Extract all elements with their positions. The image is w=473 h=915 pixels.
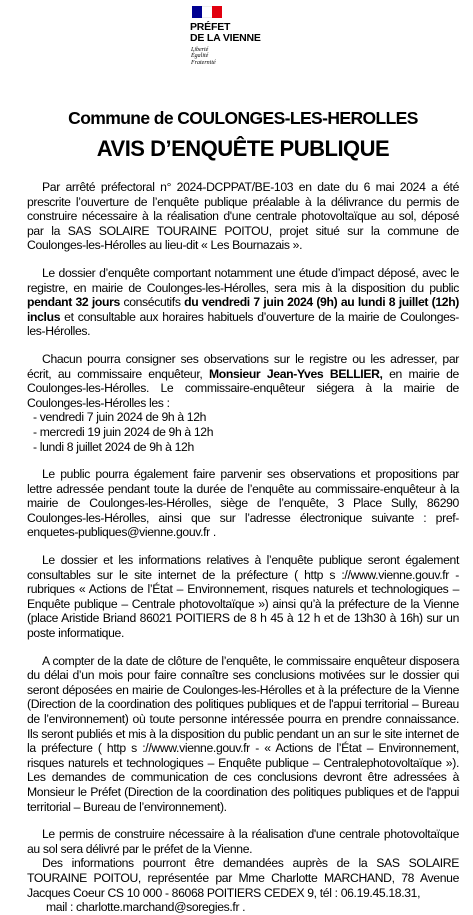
logo-motto: Liberté Égalité Fraternité: [191, 47, 216, 66]
paragraph-dossier: Le dossier d’enquête comportant notamment une étude d’impact déposé, avec le registre, en mairie de Coulonges-les-Hérolles, sera mis à la disposition du public pendant 32 jours consécutifs du vendredi 7 juin 2024 (9h) au lundi 8 juillet (12h) inclus et consultable aux horaires habituels d’ouverture de la mairie de Coulonges-les-Hérolles.: [27, 265, 459, 339]
logo-vienne: DE LA VIENNE: [190, 32, 261, 44]
paragraph-consultation: Le dossier et les informations relatives à l’enquête publique seront également consultables sur le site internet de la préfecture ( http s ://www.vienne.gouv.fr - rubriques « Actions de l’État – Environnement, risques naturels et technologiques – Enquête publique – Centrale photovoltaïque ») ainsi qu’à la préfecture de la Vienne (place Aristide Briand 86021 POITIERS de 8 h 45 à 12 h et de 13h30 à 16h) sur un poste informatique.: [27, 553, 459, 641]
paragraph-observations: Chacun pourra consigner ses observations sur le registre ou les adresser, par écrit, au commissaire enquêteur, Monsieur Jean-Yves BELLIER, en mairie de Coulonges-les-Hérolles. Le commissaire-enquêteur siégera à la mairie de Coulonges-les-Hérolles les :: [27, 351, 459, 410]
contact-mail: mail : charlotte.marchand@soregies.fr .: [46, 900, 246, 915]
prefecture-logo: [190, 6, 280, 76]
paragraph-conclusions: A compter de la date de clôture de l’enquête, le commissaire enquêteur disposera du délai d’un mois pour faire connaître ses conclusions motivées sur le dossier qui seront déposées en mairie de Coulonges-les-Hérolles et à la préfecture de la Vienne (Direction de la coordination des politiques publiques et de l'appui territorial – Bureau de l’environnement) où toute personne intéressée pourra en prendre connaissance. Ils seront publiés et mis à la disposition du public pendant un an sur le site internet de la préfecture ( http s ://www.vienne.gouv.fr - « Actions de l’État – Environnement, risques naturels et technologiques – Enquête publique – Centralephotovoltaïque »). Les demandes de communication de ces conclusions devront être adressées à Monsieur le Préfet (Direction de la coordination des politiques publiques et de l'appui territorial – Bureau de l’environnement).: [27, 653, 459, 814]
logo-prefet: PRÉFET: [190, 21, 231, 33]
list-item: - vendredi 7 juin 2024 de 9h à 12h: [33, 410, 207, 425]
commune-title: Commune de COULONGES-LES-HEROLLES: [68, 108, 418, 128]
list-item: - lundi 8 juillet 2024 de 9h à 12h: [33, 439, 194, 454]
notice-title: AVIS D’ENQUÊTE PUBLIQUE: [96, 136, 390, 161]
paragraph-permis: Le permis de construire nécessaire à la réalisation d'une centrale photovoltaïque au sol sera délivré par le préfet de la Vienne.: [27, 827, 459, 856]
paragraph-contact: Des informations pourront être demandées auprès de la SAS SOLAIRE TOURAINE POITOU, représentée par Mme Charlotte MARCHAND, 78 Avenue Jacques Coeur CS 10 000 - 86068 POITIERS CEDEX 9, tél : 06.19.45.18.31,: [27, 856, 459, 900]
notice-header: [27, 108, 459, 162]
list-item: - mercredi 19 juin 2024 de 9h à 12h: [33, 424, 214, 439]
notice-body: [27, 180, 459, 915]
permanence-list: [27, 410, 459, 454]
paragraph-arrete: Par arrêté préfectoral n° 2024-DCPPAT/BE-103 en date du 6 mai 2024 a été prescrite l’ouverture de l’enquête publique préalable à la délivrance du permis de construire nécessaire à la réalisation d'une centrale photovoltaïque au sol, déposé par la SAS SOLAIRE TOURAINE POITOU, projet situé sur la commune de Coulonges-les-Hérolles au lieu-dit « Les Bournazais ».: [27, 180, 459, 253]
paragraph-courrier: Le public pourra également faire parvenir ses observations et propositions par lettre adressée pendant toute la durée de l’enquête au commissaire-enquêteur à la mairie de Coulonges-les-Hérolles, siège de l’enquête, 3 Place Sully, 86290 Coulonges-les-Hérolles, ainsi que sur l’adresse électronique suivante : pref-enquetes-publiques@vienne.gouv.fr .: [27, 467, 459, 540]
marianne-flag-icon: [192, 6, 222, 18]
